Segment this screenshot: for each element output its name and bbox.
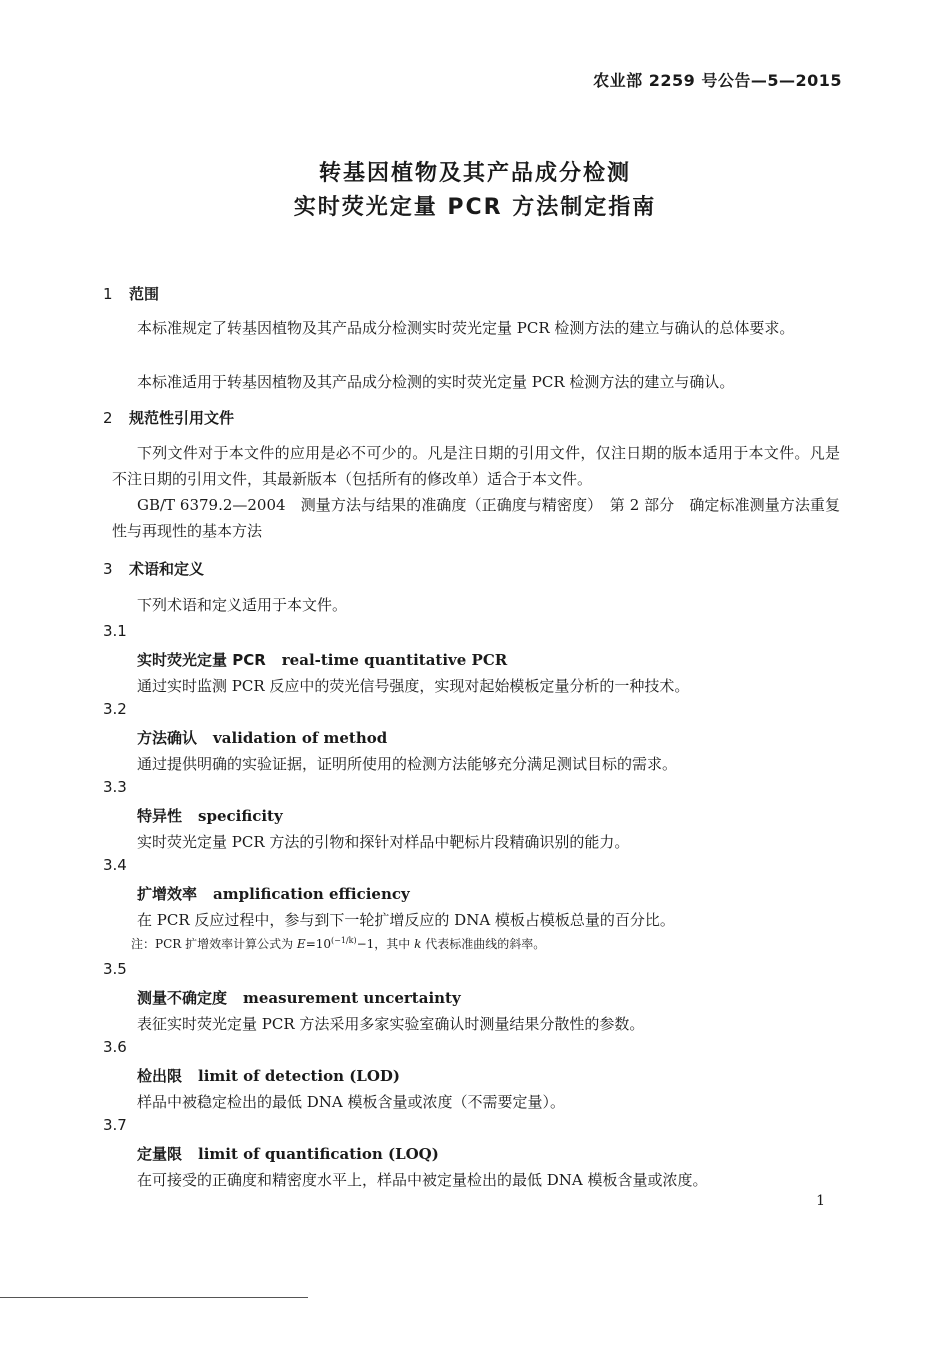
term-definition: 通过实时监测 PCR 反应中的荧光信号强度，实现对起始模板定量分析的一种技术。 (137, 677, 690, 695)
section-3-heading (103, 558, 204, 579)
section-number: 2 (103, 409, 113, 427)
document-code-header: 农业部 2259 号公告—5—2015 (593, 71, 842, 90)
formula-variable-e: E (296, 937, 306, 951)
term-en: amplification efficiency (213, 885, 410, 903)
term-definition: 通过提供明确的实验证据，证明所使用的检测方法能够充分满足测试目标的需求。 (137, 755, 678, 773)
term-en: specificity (198, 807, 283, 825)
term-heading (137, 649, 507, 670)
term-zh: 实时荧光定量 PCR (137, 651, 266, 669)
term-zh: 检出限 (137, 1067, 183, 1085)
term-definition: 样品中被稳定检出的最低 DNA 模板含量或浓度（不需要定量）。 (137, 1093, 566, 1111)
scope-paragraph-2: 本标准适用于转基因植物及其产品成分检测的实时荧光定量 PCR 检测方法的建立与确认。 (137, 373, 735, 391)
term-definition: 在可接受的正确度和精密度水平上，样品中被定量检出的最低 DNA 模板含量或浓度。 (137, 1171, 708, 1189)
term-number: 3.4 (103, 856, 127, 874)
term-number: 3.7 (103, 1116, 127, 1134)
formula-rest: −1，其中 (356, 937, 415, 951)
term-heading (137, 805, 283, 826)
term-zh: 方法确认 (137, 729, 198, 747)
term-heading (137, 1143, 439, 1164)
terms-intro: 下列术语和定义适用于本文件。 (137, 596, 348, 614)
term-zh: 测量不确定度 (137, 989, 228, 1007)
scope-paragraph-1: 本标准规定了转基因植物及其产品成分检测实时荧光定量 PCR 检测方法的建立与确认的总体要求。 (137, 319, 795, 337)
section-2-heading (103, 407, 234, 428)
section-title: 术语和定义 (129, 560, 205, 578)
footer-rule (0, 1297, 308, 1298)
formula-variable-k: k (414, 937, 422, 951)
term-number: 3.3 (103, 778, 127, 796)
term-en: validation of method (213, 729, 388, 747)
term-heading (137, 987, 461, 1008)
normative-reference-gbt6379: GB/T 6379.2—2004 测量方法与结果的准确度（正确度与精密度） 第 2 部分 确定标准测量方法重复性与再现性的基本方法 (112, 496, 840, 540)
term-zh: 特异性 (137, 807, 183, 825)
term-en: real-time quantitative PCR (281, 651, 508, 669)
section-title: 范围 (129, 285, 160, 303)
term-zh: 定量限 (137, 1145, 183, 1163)
term-number: 3.1 (103, 622, 127, 640)
term-definition: 在 PCR 反应过程中，参与到下一轮扩增反应的 DNA 模板占模板总量的百分比。 (137, 911, 675, 929)
note-prefix: 注：PCR 扩增效率计算公式为 (131, 937, 297, 951)
formula-exponent: (−1/k) (331, 936, 357, 945)
term-number: 3.5 (103, 960, 127, 978)
section-number: 1 (103, 285, 113, 303)
term-heading (137, 727, 387, 748)
term-definition: 表征实时荧光定量 PCR 方法采用多家实验室确认时测量结果分散性的参数。 (137, 1015, 645, 1033)
term-heading (137, 1065, 400, 1086)
note-suffix: 代表标准曲线的斜率。 (421, 937, 546, 951)
section-title: 规范性引用文件 (129, 409, 235, 427)
efficiency-formula-note (131, 935, 545, 952)
term-en: measurement uncertainty (243, 989, 461, 1007)
term-en: limit of quantification (LOQ) (198, 1145, 439, 1163)
section-1-heading (103, 283, 159, 304)
formula-base: =10 (305, 937, 332, 951)
term-heading (137, 883, 410, 904)
normative-paragraph-1: 下列文件对于本文件的应用是必不可少的。凡是注日期的引用文件，仅注日期的版本适用于本文件。凡是不注日期的引用文件，其最新版本（包括所有的修改单）适合于本文件。 (112, 444, 840, 488)
term-en: limit of detection (LOD) (198, 1067, 401, 1085)
document-title-line-1: 转基因植物及其产品成分检测 (318, 161, 631, 186)
term-number: 3.2 (103, 700, 127, 718)
section-number: 3 (103, 560, 113, 578)
term-zh: 扩增效率 (137, 885, 198, 903)
term-definition: 实时荧光定量 PCR 方法的引物和探针对样品中靶标片段精确识别的能力。 (137, 833, 630, 851)
page-number: 1 (816, 1193, 825, 1209)
term-number: 3.6 (103, 1038, 127, 1056)
document-title-line-2: 实时荧光定量 PCR 方法制定指南 (293, 195, 657, 220)
